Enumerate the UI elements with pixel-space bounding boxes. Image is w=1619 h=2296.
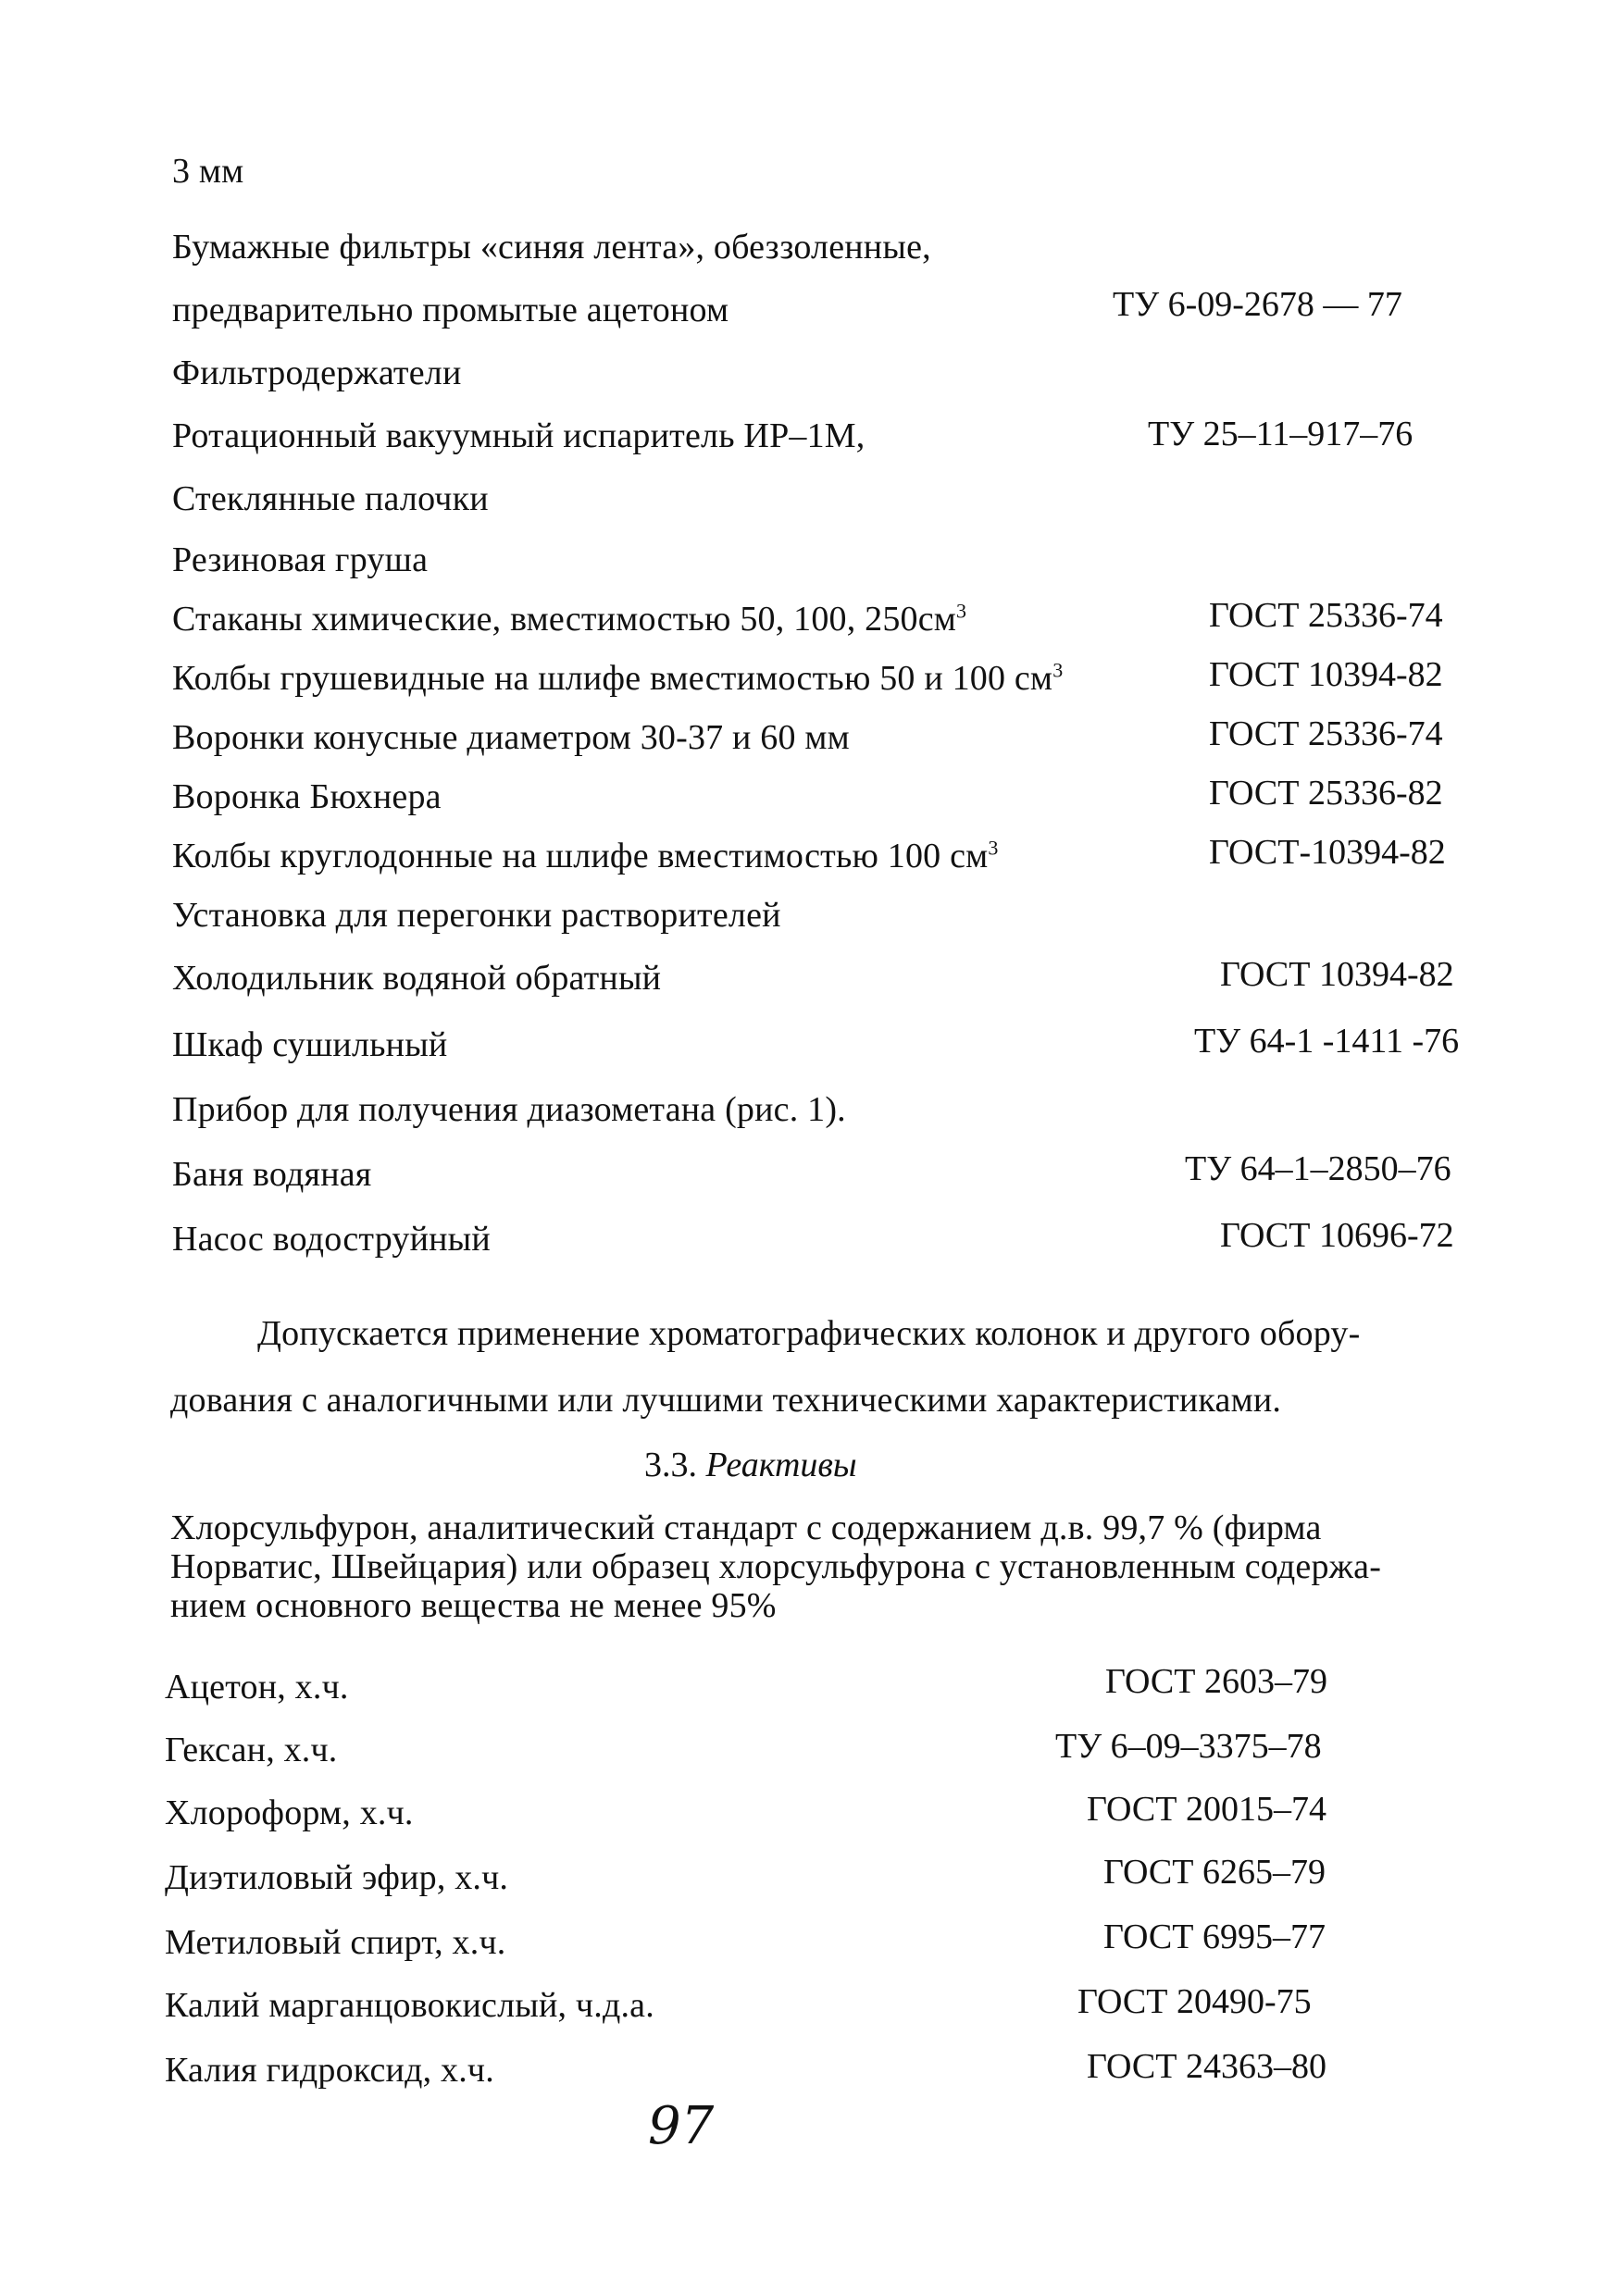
equipment-item: Бумажные фильтры «синяя лента», обеззоленные, [172,228,931,267]
reagent-ref: ТУ 6–09–3375–78 [1055,1727,1322,1766]
equipment-item: Резиновая груша [172,540,429,579]
equipment-ref: ТУ 6-09-2678 — 77 [1113,285,1402,324]
reagent-item: Хлороформ, х.ч. [165,1793,414,1832]
equipment-item: Колбы грушевидные на шлифе вместимостью 50 и 100 $см^3$ [172,658,1064,698]
equipment-ref: ГОСТ 25336-74 [1209,596,1443,635]
equipment-item: Баня водяная [172,1155,372,1194]
equipment-ref: ТУ 25–11–917–76 [1148,415,1414,453]
reagent-item: Гексан, х.ч. [165,1731,338,1769]
reagent-item: Калия гидроксид, х.ч. [165,2051,494,2090]
equipment-item: Воронка Бюхнера [172,777,442,816]
reagent-item: Калий марганцовокислый, ч.д.а. [165,1986,654,2025]
equipment-item: Фильтродержатели [172,354,462,392]
equipment-item: Стаканы химические, вместимостью 50, 100, $250см^3$ [172,599,967,639]
equipment-ref: ТУ 64-1 -1411 -76 [1194,1022,1460,1061]
reagent-ref: ГОСТ 6265–79 [1103,1853,1326,1892]
equipment-ref: ГОСТ 10394-82 [1220,955,1454,994]
reagent-ref: ГОСТ 6995–77 [1103,1917,1326,1956]
equipment-ref: ГОСТ 25336-82 [1209,774,1443,813]
section-heading [644,1444,857,1486]
reagent-ref: ГОСТ 20015–74 [1087,1790,1326,1829]
equipment-ref: ТУ 64–1–2850–76 [1185,1149,1451,1188]
equipment-item: предварительно промытые ацетоном [172,291,729,329]
equipment-item: Холодильник водяной обратный [172,959,662,998]
page-number: 97 [648,2096,715,2156]
section-title: Реактивы [705,1446,857,1484]
reagent-ref: ГОСТ 20490-75 [1077,1982,1312,2021]
reagent-item: Метиловый спирт, х.ч. [165,1923,506,1962]
note-line-2: дования с аналогичными или лучшими техническими характеристиками. [170,1381,1282,1420]
note-line-1: Допускается применение хроматографических колонок и другого обору- [257,1314,1361,1353]
equipment-ref: ГОСТ 25336-74 [1209,714,1443,753]
equipment-ref: ГОСТ 10394-82 [1209,655,1443,694]
equipment-item: Колбы круглодонные на шлифе вместимостью 100 $см^3$ [172,836,999,875]
equipment-item: Насос водоструйный [172,1220,491,1259]
reagent-ref: ГОСТ 2603–79 [1105,1662,1327,1701]
reagent-item: Ацетон, х.ч. [165,1668,349,1706]
equipment-item: Прибор для получения диазометана (рис. 1). [172,1090,846,1129]
equipment-item: Воронки конусные диаметром 30-37 и 60 мм [172,718,850,757]
equipment-item: Ротационный вакуумный испаритель ИР–1М, [172,416,866,455]
equipment-ref: ГОСТ-10394-82 [1209,833,1446,872]
reagent-ref: ГОСТ 24363–80 [1087,2047,1326,2086]
section-number: 3.3. [644,1446,697,1484]
equipment-ref: ГОСТ 10696-72 [1220,1216,1454,1255]
reagent-item: Диэтиловый эфир, х.ч. [165,1858,509,1897]
top-fragment: 3 мм [172,152,244,191]
standard-line-3: нием основного вещества не менее 95% [170,1586,777,1625]
equipment-item: Шкаф сушильный [172,1025,448,1064]
standard-line-2: Норватис, Швейцария) или образец хлорсульфурона с установленным содержа- [170,1547,1382,1586]
equipment-item: Установка для перегонки растворителей [172,896,781,935]
equipment-item: Стеклянные палочки [172,479,489,518]
standard-line-1: Хлорсульфурон, аналитический стандарт с содержанием д.в. 99,7 % (фирма [170,1508,1322,1547]
